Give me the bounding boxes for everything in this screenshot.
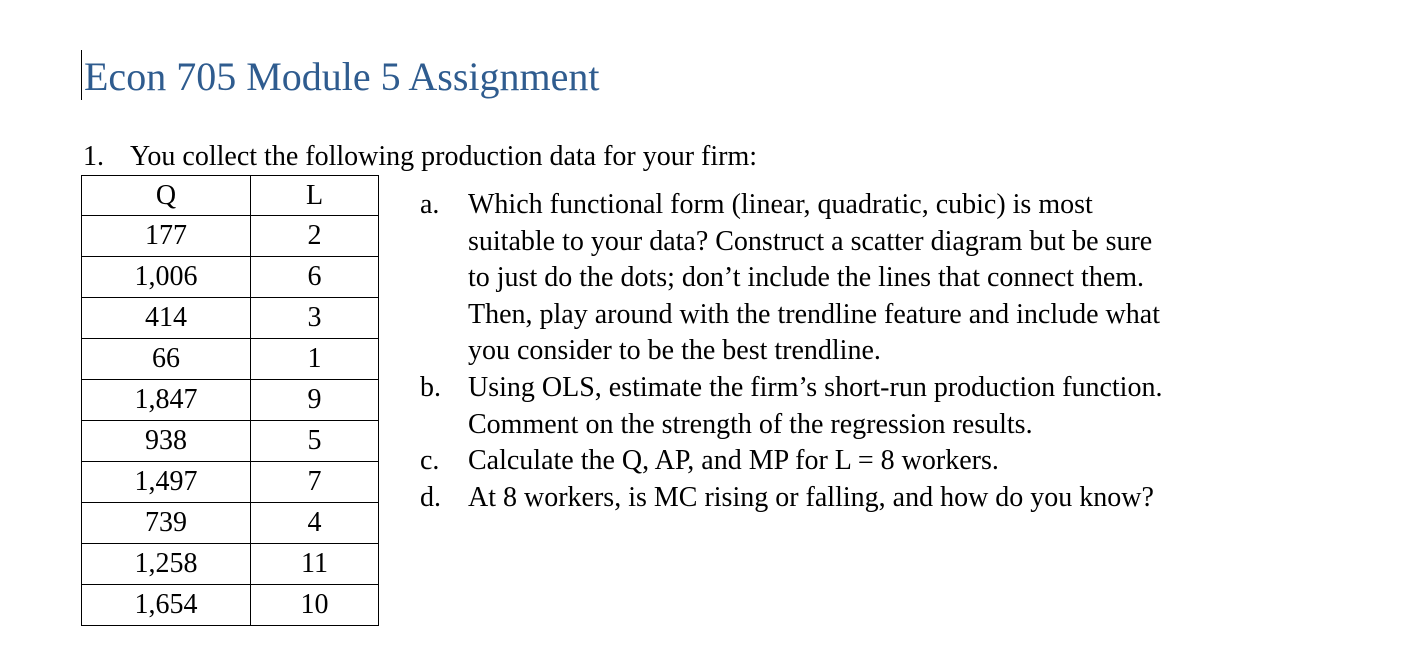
subquestion-line: you consider to be the best trendline. <box>468 335 881 367</box>
cell-q: 938 <box>82 421 251 462</box>
cell-q: 1,497 <box>82 462 251 503</box>
cell-l: 6 <box>251 257 379 298</box>
cell-q: 1,006 <box>82 257 251 298</box>
subquestion-line: Then, play around with the trendline feature and include what <box>468 298 1160 330</box>
subquestion-line: At 8 workers, is MC rising or falling, and how do you know? <box>468 481 1154 513</box>
cell-l: 10 <box>251 585 379 626</box>
subquestion-line: Using OLS, estimate the firm’s short-run production function. <box>468 371 1163 403</box>
cell-q: 66 <box>82 339 251 380</box>
question-number: 1. <box>83 141 104 172</box>
production-data-table <box>81 175 379 626</box>
cell-q: 739 <box>82 503 251 544</box>
table-row <box>82 216 379 257</box>
table-row <box>82 298 379 339</box>
subquestion-a <box>420 187 1278 370</box>
cell-l: 7 <box>251 462 379 503</box>
subquestion-text <box>468 370 1278 443</box>
cell-l: 11 <box>251 544 379 585</box>
column-header-q: Q <box>82 176 251 216</box>
cell-q: 1,847 <box>82 380 251 421</box>
subquestion-c <box>420 443 1278 480</box>
subquestion-b <box>420 370 1278 443</box>
table-row <box>82 503 379 544</box>
table-row <box>82 421 379 462</box>
table-row <box>82 380 379 421</box>
subquestion-text <box>468 480 1278 517</box>
question-text: You collect the following production data for your firm: <box>130 141 758 172</box>
subquestion-line: Calculate the Q, AP, and MP for L = 8 workers. <box>468 445 999 477</box>
subquestion-line: Which functional form (linear, quadratic, cubic) is most <box>468 189 1093 220</box>
subquestion-line: suitable to your data? Construct a scatter diagram but be sure <box>468 225 1153 257</box>
column-header-l: L <box>251 176 379 216</box>
cell-l: 4 <box>251 503 379 544</box>
table-row <box>82 544 379 585</box>
table-row <box>82 339 379 380</box>
table-header-row <box>82 176 379 216</box>
subquestion-line: to just do the dots; don’t include the lines that connect them. <box>468 262 1145 294</box>
subquestion-d <box>420 480 1278 517</box>
cell-l: 5 <box>251 421 379 462</box>
cell-l: 1 <box>251 339 379 380</box>
cell-q: 414 <box>82 298 251 339</box>
cell-l: 3 <box>251 298 379 339</box>
cell-q: 1,258 <box>82 544 251 585</box>
subquestion-letter: d. <box>420 481 441 513</box>
subquestion-letter: a. <box>420 189 440 220</box>
cell-l: 9 <box>251 380 379 421</box>
text-cursor <box>81 50 82 100</box>
subquestion-text <box>468 187 1278 370</box>
subquestion-letter: c. <box>420 445 440 477</box>
subquestion-letter: b. <box>420 371 441 403</box>
cell-q: 177 <box>82 216 251 257</box>
table-row <box>82 585 379 626</box>
subquestion-text <box>468 443 1278 480</box>
cell-q: 1,654 <box>82 585 251 626</box>
table-row <box>82 462 379 503</box>
question-prompt <box>83 138 757 176</box>
subquestion-line: Comment on the strength of the regression results. <box>468 408 1033 440</box>
document-title: Econ 705 Module 5 Assignment <box>84 54 600 99</box>
cell-l: 2 <box>251 216 379 257</box>
subquestion-list <box>420 187 1278 516</box>
table-row <box>82 257 379 298</box>
